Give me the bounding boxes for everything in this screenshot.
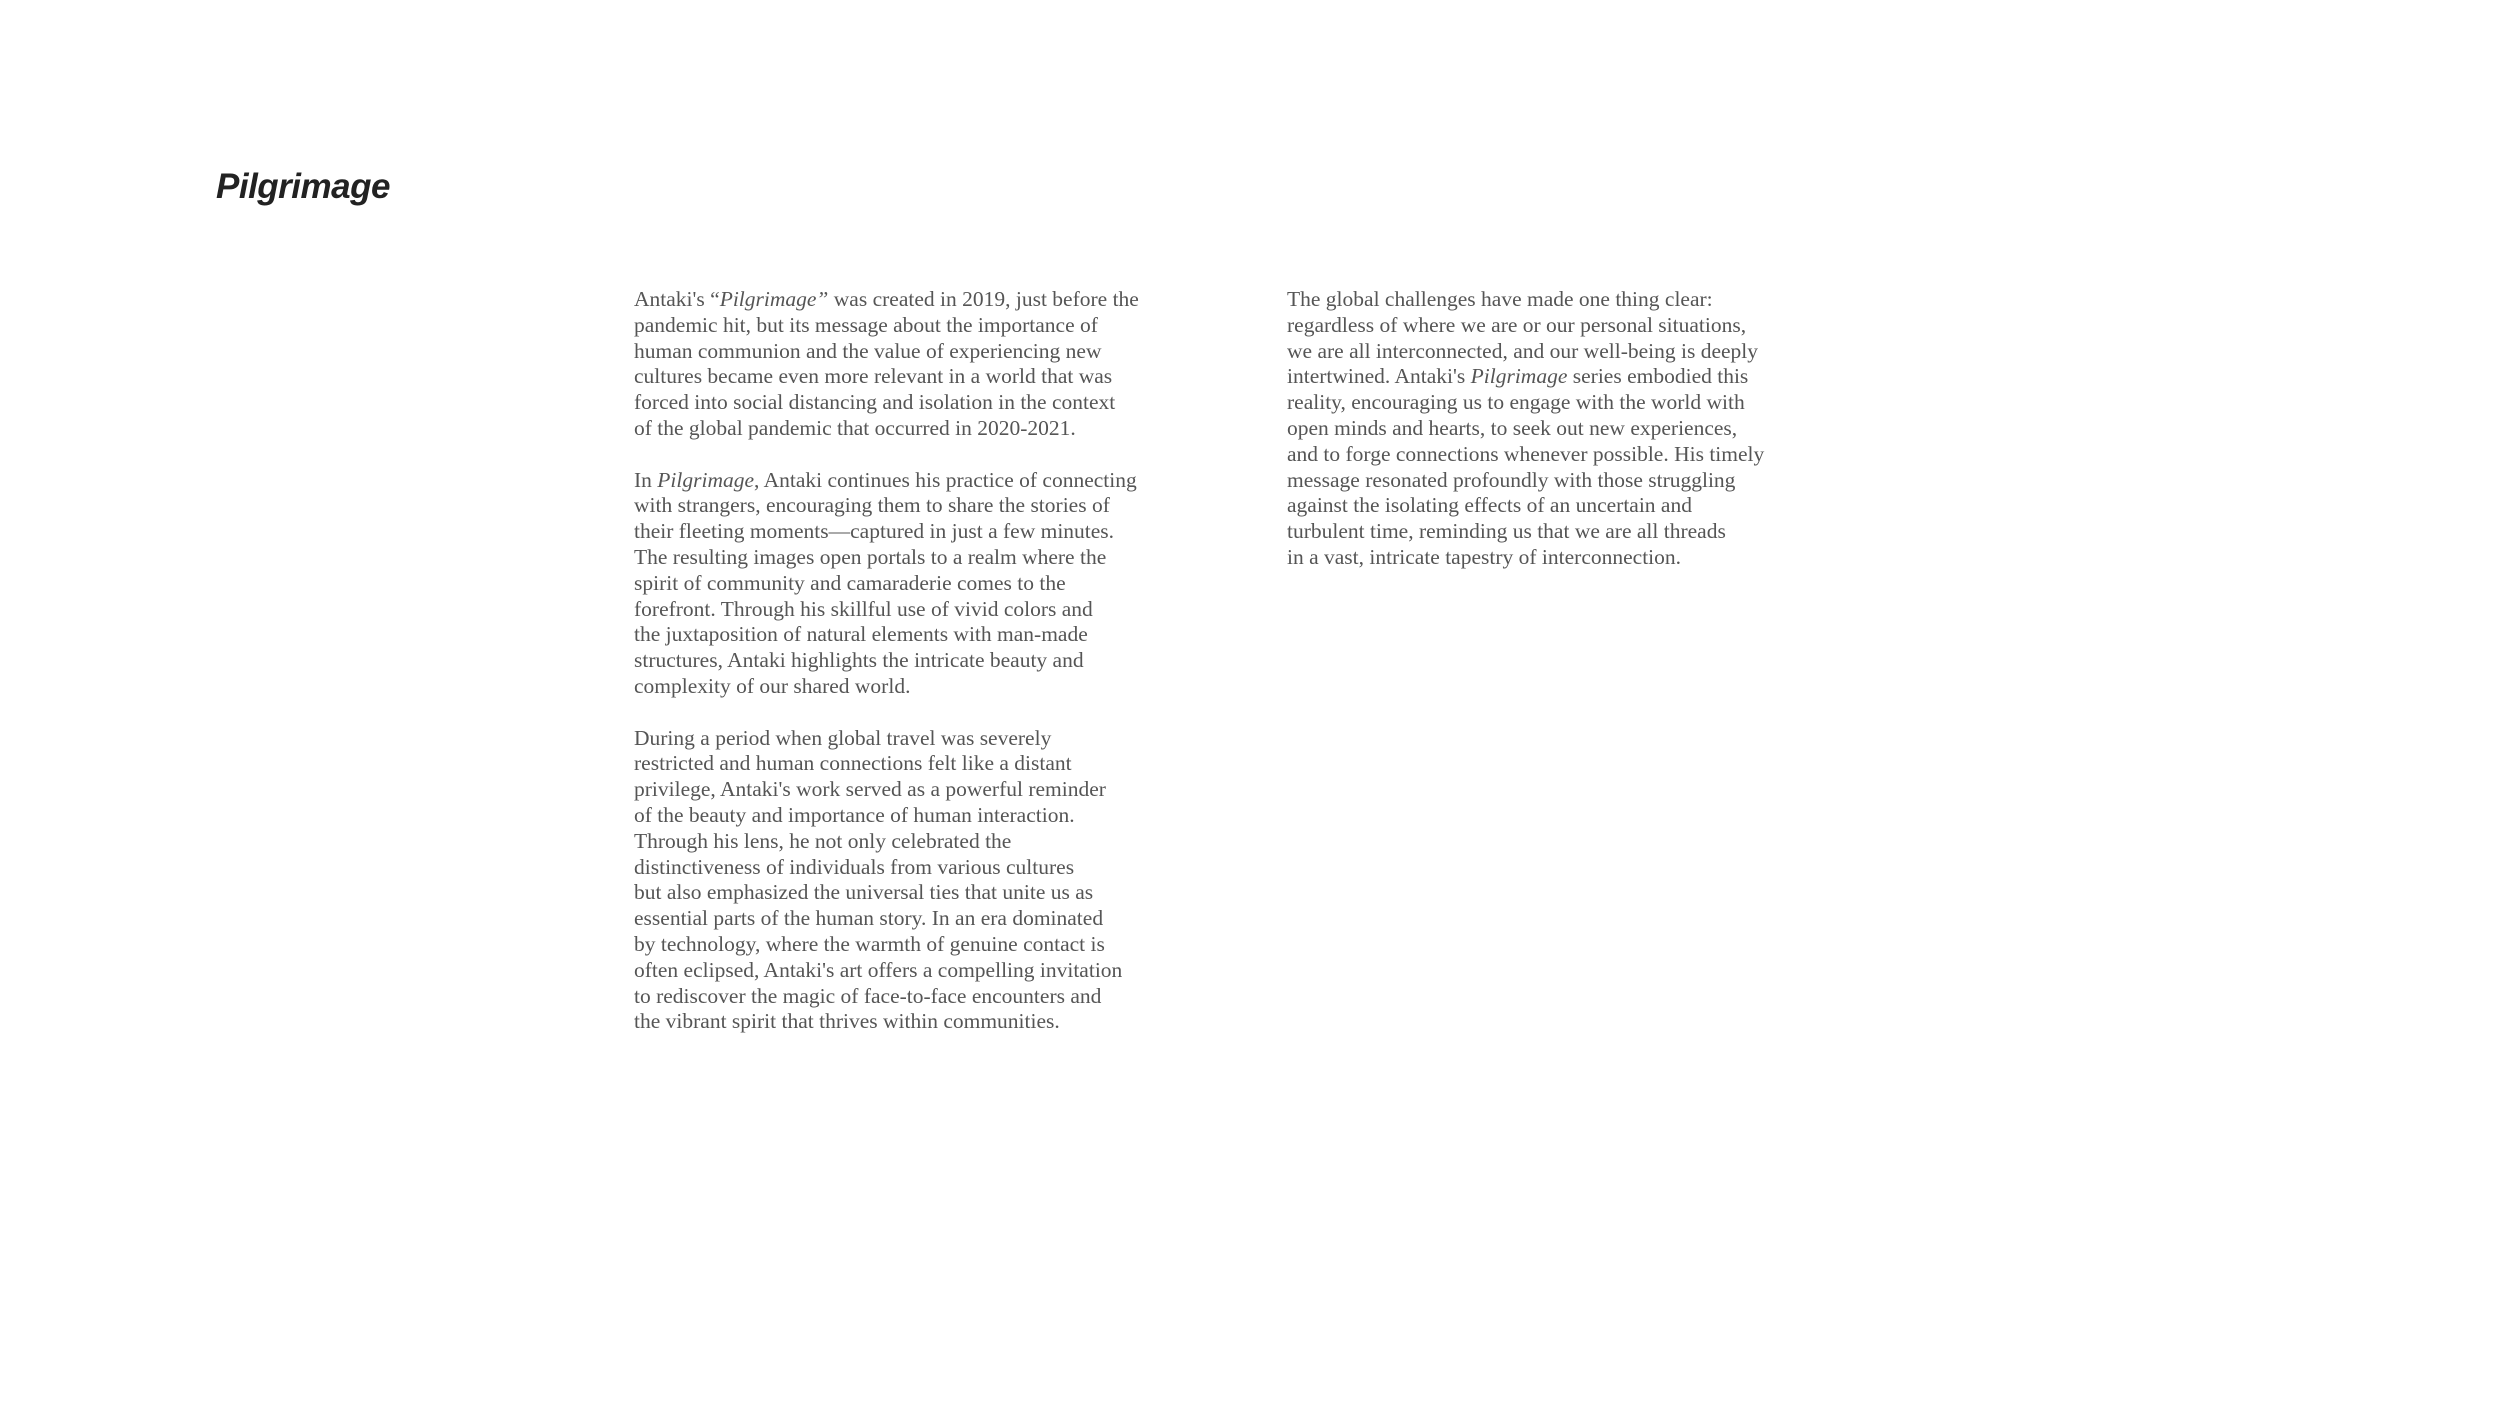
line-text: The global challenges have made one thing clear: [1287,287,1713,311]
line-text: distinctiveness of individuals from various cultures [634,854,1075,879]
text-line [634,287,1194,313]
text-line [634,932,1194,958]
line-text: was created in 2019, just before the [828,287,1139,311]
body-paragraph [634,726,1194,1036]
text-line [634,906,1194,932]
text-line [1287,493,1847,519]
text-line [634,622,1194,648]
text-line [1287,416,1847,442]
text-line [634,390,1194,416]
text-line [634,803,1194,829]
italic-title-text: Pilgrimage [1470,364,1568,389]
line-text: forefront. Through his skillful use of vivid colors and [634,596,1093,621]
text-line [634,313,1194,339]
text-line [634,829,1194,855]
right-text-column [1287,287,1847,597]
line-text: reality, encouraging us to engage with the world with [1287,390,1745,415]
body-paragraph [1287,287,1847,571]
text-line [634,339,1194,365]
line-text: in a vast, intricate tapestry of interconnection. [1287,544,1682,569]
line-text: In [634,467,658,492]
text-line [634,468,1194,494]
body-paragraph [634,468,1194,700]
text-line [1287,364,1847,390]
text-line [1287,287,1847,313]
line-text: intertwined. Antaki's [1287,364,1471,389]
line-text: essential parts of the human story. In an era dominated [634,906,1104,931]
text-line [1287,442,1847,468]
text-line [1287,468,1847,494]
line-text: to rediscover the magic of face-to-face encounters and [634,983,1102,1008]
line-text: The resulting images open portals to a realm where the [634,544,1107,569]
text-line [634,984,1194,1010]
line-text: open minds and hearts, to seek out new experiences, [1287,415,1738,440]
line-text: the vibrant spirit that thrives within communities. [634,1009,1060,1034]
text-line [1287,313,1847,339]
line-text: Through his lens, he not only celebrated the [634,828,1012,853]
text-line [1287,339,1847,365]
line-text: regardless of where we are or our personal situations, [1287,312,1747,337]
text-line [634,674,1194,700]
line-text: but also emphasized the universal ties that unite us as [634,880,1094,905]
text-line [1287,390,1847,416]
text-line [634,545,1194,571]
line-text: cultures became even more relevant in a world that was [634,364,1113,389]
line-text: of the global pandemic that occurred in 2020-2021. [634,415,1076,440]
line-text: pandemic hit, but its message about the importance of [634,312,1098,337]
text-line [634,880,1194,906]
text-line [634,364,1194,390]
line-text: message resonated profoundly with those struggling [1287,467,1736,492]
text-line [634,958,1194,984]
text-line [634,751,1194,777]
text-line [634,571,1194,597]
line-text: series embodied this [1567,364,1749,389]
text-line [634,597,1194,623]
line-text: against the isolating effects of an uncertain and [1287,493,1692,518]
line-text: often eclipsed, Antaki's art offers a compelling invitation [634,957,1123,982]
line-text: turbulent time, reminding us that we are all threads [1287,519,1726,544]
text-line [634,1009,1194,1035]
italic-title-text: Pilgrimage [657,467,755,492]
line-text: with strangers, encouraging them to share the stories of [634,493,1110,518]
line-text: privilege, Antaki's work served as a powerful reminder [634,777,1106,802]
line-text: During a period when global travel was severely [634,725,1052,750]
left-text-column [634,287,1194,1061]
line-text: , Antaki continues his practice of connecting [754,467,1137,492]
text-line [634,648,1194,674]
line-text: spirit of community and camaraderie comes to the [634,570,1066,595]
text-line [634,855,1194,881]
line-text: and to forge connections whenever possible. His timely [1287,441,1765,466]
text-line [634,493,1194,519]
line-text: Antaki's “ [634,287,720,311]
line-text: restricted and human connections felt like a distant [634,751,1072,776]
line-text: complexity of our shared world. [634,673,911,698]
line-text: forced into social distancing and isolation in the context [634,390,1116,415]
line-text: the juxtaposition of natural elements with man-made [634,622,1088,647]
page-title: Pilgrimage [216,167,390,206]
body-paragraph [634,287,1194,442]
line-text: human communion and the value of experiencing new [634,338,1102,363]
text-line [634,777,1194,803]
text-line [634,519,1194,545]
text-line [1287,519,1847,545]
line-text: structures, Antaki highlights the intricate beauty and [634,648,1084,673]
line-text: of the beauty and importance of human interaction. [634,802,1075,827]
text-line [1287,545,1847,571]
text-line [634,726,1194,752]
line-text: we are all interconnected, and our well-being is deeply [1287,338,1759,363]
text-line [634,416,1194,442]
line-text: their fleeting moments—captured in just a few minutes. [634,519,1115,544]
line-text: by technology, where the warmth of genuine contact is [634,931,1105,956]
italic-title-text: Pilgrimage” [719,287,829,311]
